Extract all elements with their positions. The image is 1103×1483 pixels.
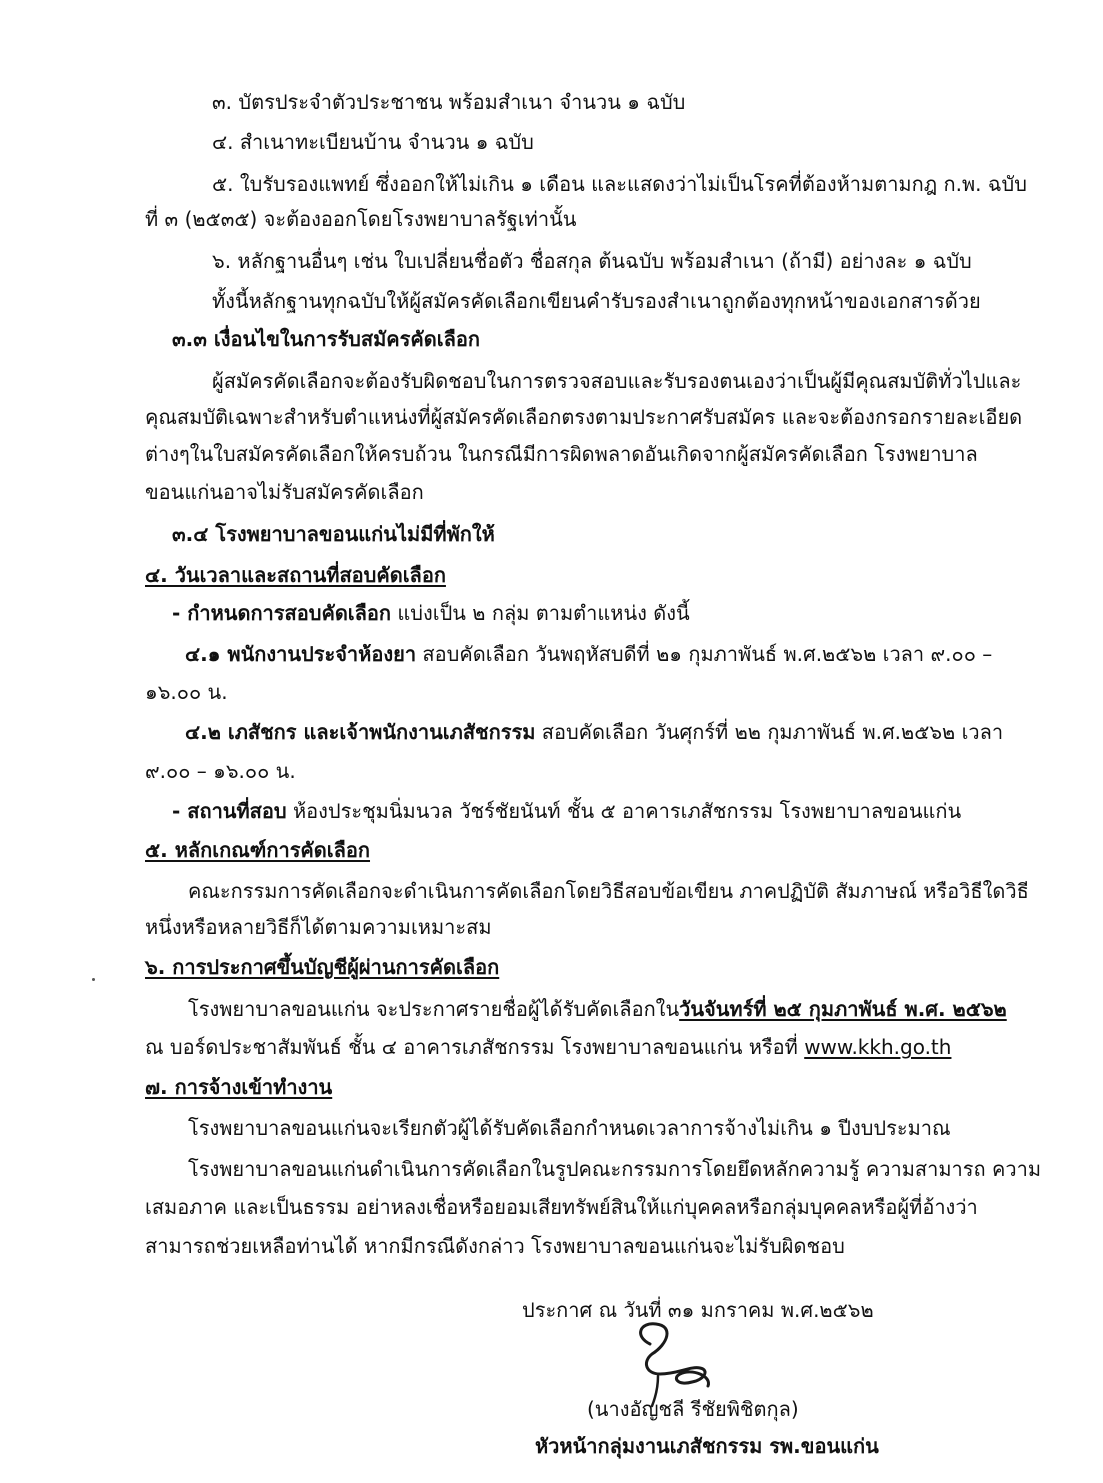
section-3-3-line1: ผู้สมัครคัดเลือกจะต้องรับผิดชอบในการตรวจสอบและรับรองตนเองว่าเป็นผู้มีคุณสมบัติทั่วไปและ [212, 369, 1022, 393]
section-5-heading-text: ๕. หลักเกณฑ์การคัดเลือก [145, 838, 371, 862]
section-7-line4: สามารถช่วยเหลือท่านได้ หากมีกรณีดังกล่าว โรงพยาบาลขอนแก่นจะไม่รับผิดชอบ [145, 1234, 845, 1258]
section-7-line2: โรงพยาบาลขอนแก่นดำเนินการคัดเลือกในรูปคณะกรรมการโดยยึดหลักความรู้ ความสามารถ ความ [188, 1157, 1041, 1181]
section-4-1-cont: ๑๖.๐๐ น. [145, 680, 228, 704]
venue-label: - สถานที่สอบ [172, 799, 287, 823]
section-4-1 [185, 640, 992, 668]
section-5-heading [145, 836, 370, 864]
section-3-3-line2: คุณสมบัติเฉพาะสำหรับตำแหน่งที่ผู้สมัครคัดเลือกตรงตามประกาศรับสมัคร และจะต้องกรอกรายละเอียด [145, 405, 1023, 429]
schedule-label: - กำหนดการสอบคัดเลือก [172, 601, 392, 625]
doc-item-5-line2: ที่ ๓ (๒๕๓๕) จะต้องออกโดยโรงพยาบาลรัฐเท่านั้น [145, 207, 577, 231]
doc-item-4: ๔. สำเนาทะเบียนบ้าน จำนวน ๑ ฉบับ [212, 130, 534, 154]
announce-location: ณ บอร์ดประชาสัมพันธ์ ชั้น ๔ อาคารเภสัชกรรม โรงพยาบาลขอนแก่น หรือที่ [145, 1035, 805, 1059]
venue-text: ห้องประชุมนิ่มนวล วัชร์ชัยนันท์ ชั้น ๕ อาคารเภสัชกรรม โรงพยาบาลขอนแก่น [286, 799, 962, 823]
section-3-3-line3: ต่างๆในใบสมัครคัดเลือกให้ครบถ้วน ในกรณีมีการผิดพลาดอันเกิดจากผู้สมัครคัดเลือก โรงพยาบาล [145, 442, 978, 466]
section-6-line1 [188, 995, 1007, 1023]
section-6-heading-text: ๖. การประกาศขึ้นบัญชีผู้ผ่านการคัดเลือก [145, 955, 500, 979]
section-3-3-heading: ๓.๓ เงื่อนไขในการรับสมัครคัดเลือก [172, 327, 480, 351]
signatory-position: หัวหน้ากลุ่มงานเภสัชกรรม รพ.ขอนแก่น [535, 1434, 879, 1458]
section-4-heading [145, 561, 446, 589]
section-6-heading [145, 953, 499, 981]
announce-text: โรงพยาบาลขอนแก่น จะประกาศรายชื่อผู้ได้รับคัดเลือกใน [188, 997, 680, 1021]
scan-mark [92, 978, 95, 981]
schedule-text: แบ่งเป็น ๒ กลุ่ม ตามตำแหน่ง ดังนี้ [391, 601, 690, 625]
section-7-line3: เสมอภาค และเป็นธรรม อย่าหลงเชื่อหรือยอมเสียทรัพย์สินให้แก่บุคคลหรือกลุ่มบุคคลหรือผู้ที่อ้างว่า [145, 1195, 978, 1219]
doc-item-6: ๖. หลักฐานอื่นๆ เช่น ใบเปลี่ยนชื่อตัว ชื่อสกุล ต้นฉบับ พร้อมสำเนา (ถ้ามี) อย่างละ ๑ ฉบับ [212, 249, 972, 273]
announce-date: วันจันทร์ที่ ๒๕ กุมภาพันธ์ พ.ศ. ๒๕๖๒ [679, 997, 1007, 1021]
section-7-heading [145, 1073, 332, 1101]
section-5-line1: คณะกรรมการคัดเลือกจะดำเนินการคัดเลือกโดยวิธีสอบข้อเขียน ภาคปฏิบัติ สัมภาษณ์ หรือวิธีใดวิธี [188, 879, 1029, 903]
group-2-text: สอบคัดเลือก วันศุกร์ที่ ๒๒ กุมภาพันธ์ พ.ศ.๒๕๖๒ เวลา [535, 720, 1004, 744]
section-6-line2 [145, 1033, 951, 1061]
section-4-2 [185, 718, 1003, 746]
doc-item-3: ๓. บัตรประจำตัวประชาชน พร้อมสำเนา จำนวน ๑ ฉบับ [212, 90, 686, 114]
section-3-4-heading: ๓.๔ โรงพยาบาลขอนแก่นไม่มีที่พักให้ [172, 522, 495, 546]
website-link[interactable]: www.kkh.go.th [804, 1035, 952, 1059]
section-7-heading-text: ๗. การจ้างเข้าทำงาน [145, 1075, 333, 1099]
doc-note: ทั้งนี้หลักฐานทุกฉบับให้ผู้สมัครคัดเลือกเขียนคำรับรองสำเนาถูกต้องทุกหน้าของเอกสารด้วย [212, 289, 981, 313]
group-1-label: ๔.๑ พนักงานประจำห้องยา [185, 642, 417, 666]
section-4-schedule [172, 599, 690, 627]
section-5-line2: หนึ่งหรือหลายวิธีก็ได้ตามความเหมาะสม [145, 915, 492, 939]
section-7-line1: โรงพยาบาลขอนแก่นจะเรียกตัวผู้ได้รับคัดเลือกกำหนดเวลาการจ้างไม่เกิน ๑ ปีงบประมาณ [188, 1116, 951, 1140]
group-2-label: ๔.๒ เภสัชกร และเจ้าพนักงานเภสัชกรรม [185, 720, 536, 744]
section-4-venue [172, 797, 961, 825]
group-1-text: สอบคัดเลือก วันพฤหัสบดีที่ ๒๑ กุมภาพันธ์ พ.ศ.๒๕๖๒ เวลา ๙.๐๐ – [416, 642, 993, 666]
announcement-date: ประกาศ ณ วันที่ ๓๑ มกราคม พ.ศ.๒๕๖๒ [522, 1298, 874, 1322]
doc-item-5-line1: ๕. ใบรับรองแพทย์ ซึ่งออกให้ไม่เกิน ๑ เดือน และแสดงว่าไม่เป็นโรคที่ต้องห้ามตามกฎ ก.พ. ฉบับ [212, 172, 1027, 196]
section-3-3-line4: ขอนแก่นอาจไม่รับสมัครคัดเลือก [145, 480, 424, 504]
signatory-name: (นางอัญชลี รีชัยพิชิตกุล) [587, 1397, 799, 1421]
section-4-2-cont: ๙.๐๐ – ๑๖.๐๐ น. [145, 759, 296, 783]
section-4-heading-text: ๔. วันเวลาและสถานที่สอบคัดเลือก [145, 563, 446, 587]
